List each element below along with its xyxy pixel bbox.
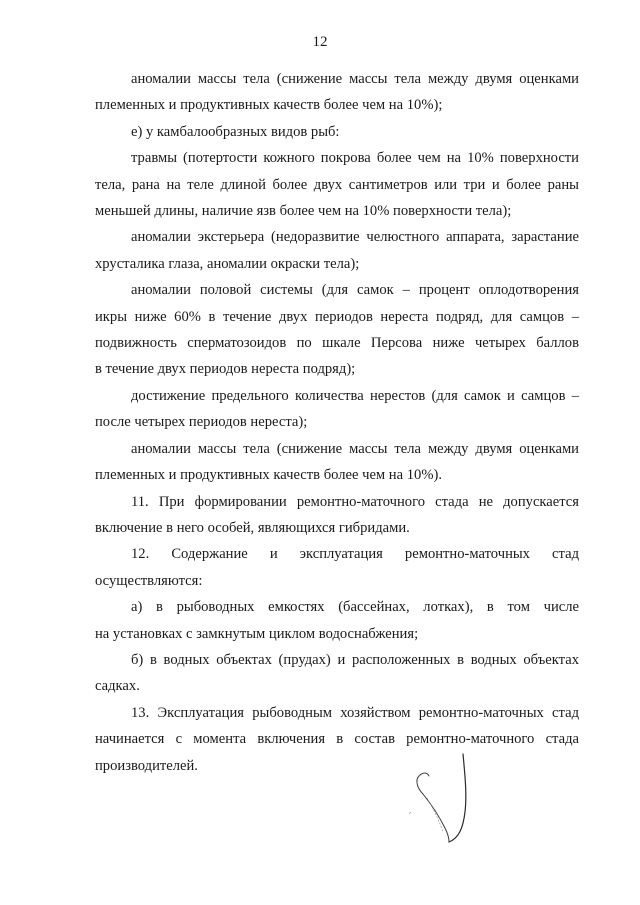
paragraph-line: икры ниже 60% в течение двух периодов нереста подряд, для самцов – xyxy=(95,308,579,325)
paragraph xyxy=(95,647,579,700)
paragraph-line: включение в него особей, являющихся гибридами. xyxy=(95,519,410,536)
paragraph-line: подвижность сперматозоидов по шкале Персова ниже четырех баллов xyxy=(95,335,579,352)
paragraph-line: начинается с момента включения в состав ремонтно-маточного стада xyxy=(95,731,579,748)
paragraph-line: после четырех периодов нереста); xyxy=(95,414,308,431)
paragraph-line: аномалии экстерьера (недоразвитие челюстного аппарата, зарастание xyxy=(131,229,579,246)
paragraph-line: б) в водных объектах (прудах) и расположенных в водных объектах xyxy=(131,651,579,668)
paragraph xyxy=(95,541,579,594)
page-number: 12 xyxy=(312,34,328,50)
paragraph-line: достижение предельного количества нерестов (для самок и самцов – xyxy=(131,387,579,404)
paragraph-line: аномалии массы тела (снижение массы тела между двумя оценками xyxy=(131,440,579,457)
paragraph-line: племенных и продуктивных качеств более чем на 10%). xyxy=(95,467,443,484)
paragraph-line: садках. xyxy=(95,678,140,695)
paragraph-line: аномалии половой системы (для самок – процент оплодотворения xyxy=(131,282,579,299)
paragraph xyxy=(95,700,579,779)
paragraph xyxy=(95,594,579,647)
paragraph xyxy=(95,145,579,224)
paragraph xyxy=(95,224,579,277)
paragraph xyxy=(95,66,579,119)
paragraph xyxy=(95,277,579,383)
paragraph-line: меньшей длины, наличие язв более чем на 10% поверхности тела); xyxy=(95,203,512,220)
paragraph-line: 11. При формировании ремонтно-маточного стада не допускается xyxy=(131,493,579,510)
paragraph xyxy=(95,436,579,489)
paragraph-line: 13. Эксплуатация рыбоводным хозяйством ремонтно-маточных стад xyxy=(131,704,579,721)
paragraph-line: 12. Содержание и эксплуатация ремонтно-маточных стад xyxy=(131,546,579,563)
paragraph xyxy=(95,383,579,436)
paragraph-line: племенных и продуктивных качеств более чем на 10%); xyxy=(95,97,443,114)
paragraph xyxy=(95,119,579,145)
signature-icon xyxy=(405,750,485,850)
paragraph-line: производителей. xyxy=(95,757,198,774)
paragraph-line: осуществляются: xyxy=(95,572,203,589)
paragraph-line: на установках с замкнутым циклом водоснабжения; xyxy=(95,625,419,642)
paragraph-line: аномалии массы тела (снижение массы тела между двумя оценками xyxy=(131,71,579,87)
document-body xyxy=(95,66,579,779)
paragraph-line: травмы (потертости кожного покрова более чем на 10% поверхности xyxy=(131,150,579,167)
paragraph-line: е) у камбалообразных видов рыб: xyxy=(131,123,340,140)
paragraph-line: тела, рана на теле длиной более двух сантиметров или три и более раны xyxy=(95,176,579,193)
paragraph-line: в течение двух периодов нереста подряд); xyxy=(95,361,356,378)
paragraph-line: хрусталика глаза, аномалии окраски тела); xyxy=(95,255,360,272)
paragraph-line: а) в рыбоводных емкостях (бассейнах, лотках), в том числе xyxy=(131,599,579,616)
paragraph xyxy=(95,489,579,542)
